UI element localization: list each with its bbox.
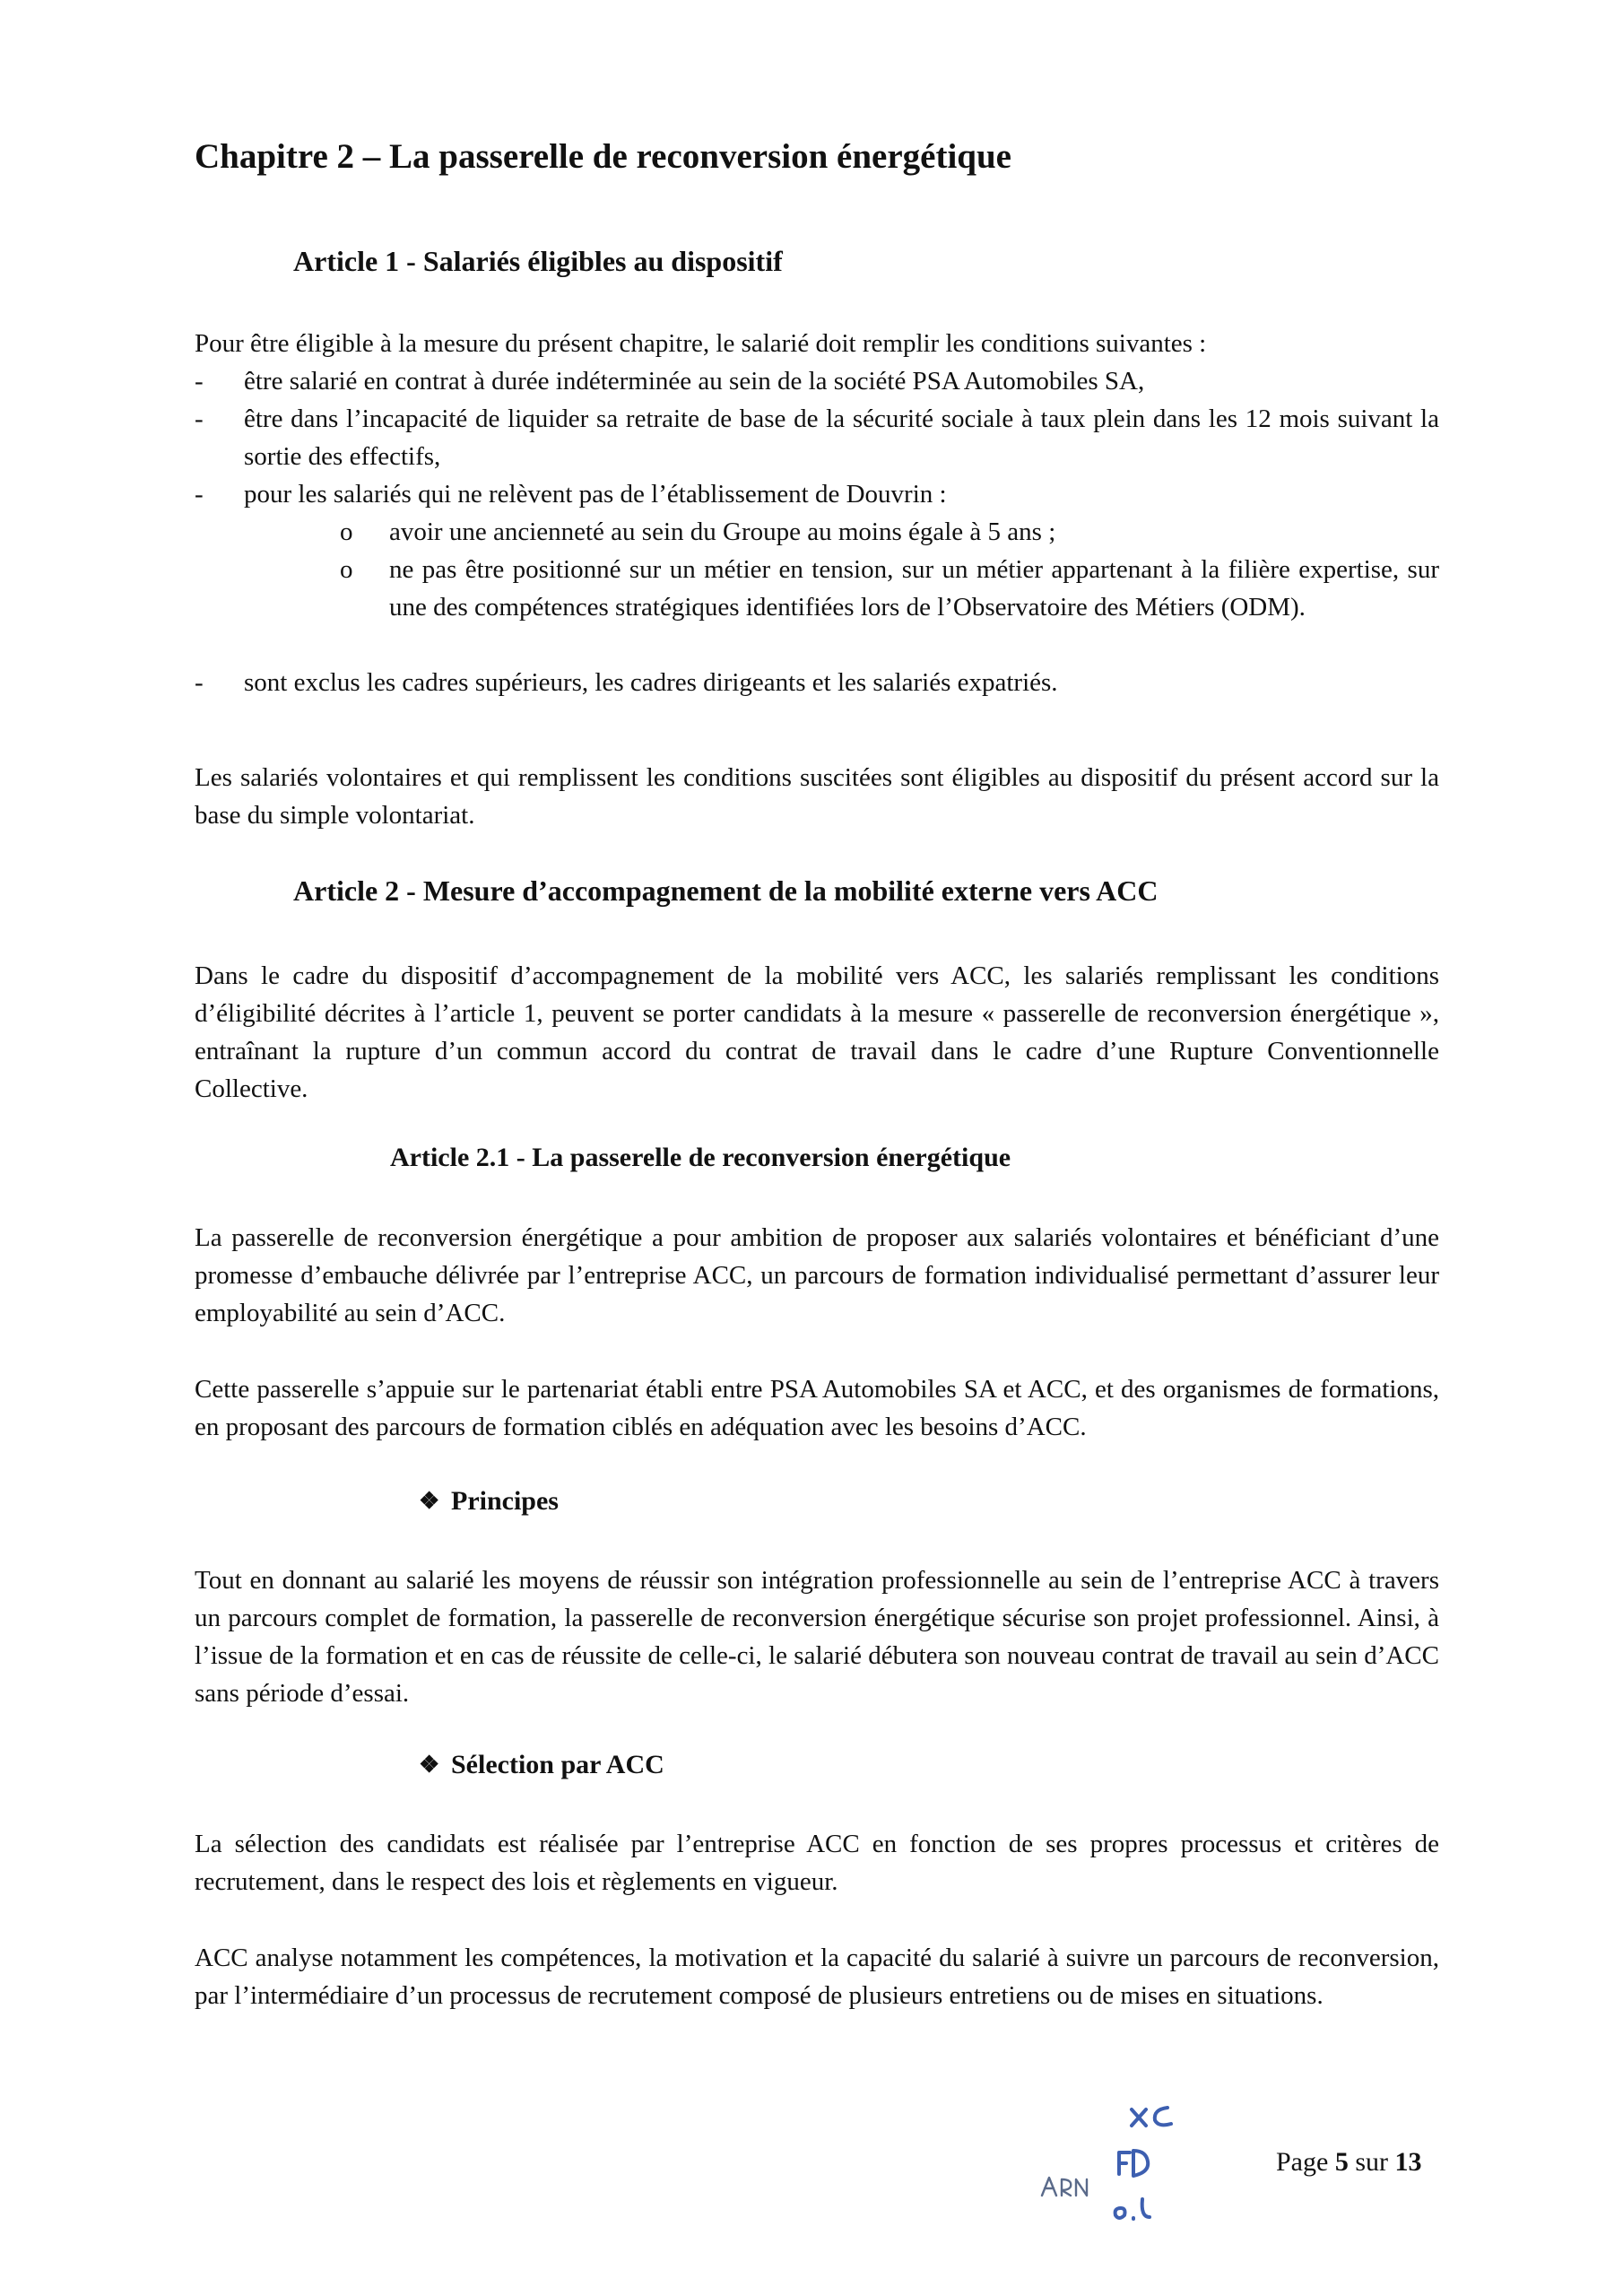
article-1-heading: Article 1 - Salariés éligibles au dispositif — [293, 245, 783, 277]
chapter-title: Chapitre 2 – La passerelle de reconversion énergétique — [195, 137, 1011, 176]
initial-ol-l — [1142, 2199, 1150, 2217]
article-2-1-paragraph-1: La passerelle de reconversion énergétique a pour ambition de proposer aux salariés volontaires et bénéficiant d’une promesse d’embauche délivrée par l’entreprise ACC, un parcours de formation individualisé permettant d’assurer leur employabilité au sein d’ACC. — [195, 1223, 1439, 1327]
sub-list-item — [340, 551, 1439, 626]
dash-marker: - — [195, 404, 204, 433]
list-item-text: pour les salariés qui ne relèvent pas de l’établissement de Douvrin : — [244, 480, 947, 509]
principes-body: Tout en donnant au salarié les moyens de réussir son intégration professionnelle au sein de l’entreprise ACC à travers un parcours complet de formation, la passerelle de reconversion énergétique sécurise son projet professionnel. Ainsi, à l’issue de la formation et en cas de réussite de celle-ci, le salarié débutera son nouveau contrat de travail au sein d’ACC sans période d’essai. — [195, 1566, 1439, 1708]
dash-marker: - — [195, 367, 204, 396]
initial-arn-r — [1062, 2179, 1071, 2196]
dash-marker: - — [195, 480, 204, 509]
initial-xc-x — [1132, 2109, 1146, 2126]
sub-list-item-text: ne pas être positionné sur un métier en tension, sur un métier appartenant à la filière expertise, sur une des compétences stratégiques identifiées lors de l’Observatoire des Métiers (ODM). — [389, 555, 1439, 622]
list-item — [195, 664, 1439, 701]
list-item-text: sont exclus les cadres supérieurs, les cadres dirigeants et les salariés expatriés. — [244, 668, 1058, 697]
selection-paragraph-2: ACC analyse notamment les compétences, la motivation et la capacité du salarié à suivre un parcours de reconversion, par l’intermédiaire d’un processus de recrutement composé de plusieurs entretiens ou de mises en situations. — [195, 1944, 1439, 2010]
list-item-text: être dans l’incapacité de liquider sa retraite de base de la sécurité sociale à taux plein dans les 12 mois suivant la sortie des effectifs, — [244, 404, 1439, 471]
selection-paragraph-1: La sélection des candidats est réalisée par l’entreprise ACC en fonction de ses propres processus et critères de recrutement, dans le respect des lois et règlements en vigueur. — [195, 1830, 1439, 1896]
handwritten-initials — [1031, 2099, 1202, 2233]
selection-heading-text: Sélection par ACC — [451, 1750, 664, 1779]
article-1-intro: Pour être éligible à la mesure du présent chapitre, le salarié doit remplir les conditions suivantes : — [195, 329, 1207, 358]
dash-marker: - — [195, 668, 204, 697]
circle-marker: o — [340, 517, 353, 546]
sub-list-item-text: avoir une ancienneté au sein du Groupe au moins égale à 5 ans ; — [389, 517, 1056, 546]
initial-xc-c — [1155, 2108, 1171, 2125]
article-1-closing: Les salariés volontaires et qui remplissent les conditions suscitées sont éligibles au dispositif du présent accord sur la base du simple volontariat. — [195, 763, 1439, 830]
page-number — [1276, 2147, 1422, 2178]
page-separator: sur — [1348, 2147, 1395, 2177]
initial-arn-n — [1076, 2179, 1087, 2196]
diamond-bullet-icon: ❖ — [419, 1752, 440, 1778]
current-page: 5 — [1334, 2147, 1349, 2177]
initial-fd-d — [1133, 2151, 1148, 2176]
article-2-1-heading: Article 2.1 - La passerelle de reconversion énergétique — [390, 1143, 1011, 1172]
total-pages: 13 — [1394, 2147, 1422, 2177]
principes-heading-text: Principes — [451, 1486, 559, 1516]
article-2-1-paragraph-2: Cette passerelle s’appuie sur le partenariat établi entre PSA Automobiles SA et ACC, et des organismes de formations, en proposant des parcours de formation ciblés en adéquation avec les besoins d’ACC. — [195, 1375, 1439, 1441]
article-2-heading: Article 2 - Mesure d’accompagnement de la mobilité externe vers ACC — [293, 874, 1159, 907]
list-item — [195, 362, 1439, 400]
sub-list-item — [340, 513, 1439, 551]
initial-fd-f — [1119, 2152, 1130, 2174]
selection-heading — [419, 1750, 664, 1780]
article-2-body: Dans le cadre du dispositif d’accompagnement de la mobilité vers ACC, les salariés remplissant les conditions d’éligibilité décrites à l’article 1, peuvent se porter candidats à la mesure « passerelle de reconversion énergétique », entraînant la rupture d’un commun accord du contrat de travail dans le cadre d’une Rupture Conventionnelle Collective. — [195, 961, 1439, 1103]
list-item-text: être salarié en contrat à durée indéterminée au sein de la société PSA Automobiles SA, — [244, 367, 1145, 396]
page-label: Page — [1276, 2147, 1335, 2177]
circle-marker: o — [340, 555, 353, 584]
list-item — [195, 400, 1439, 475]
initial-arn-a — [1042, 2178, 1056, 2196]
diamond-bullet-icon: ❖ — [419, 1488, 440, 1514]
initial-ol-o — [1115, 2208, 1125, 2218]
principes-heading — [419, 1486, 559, 1517]
list-item — [195, 475, 1439, 513]
